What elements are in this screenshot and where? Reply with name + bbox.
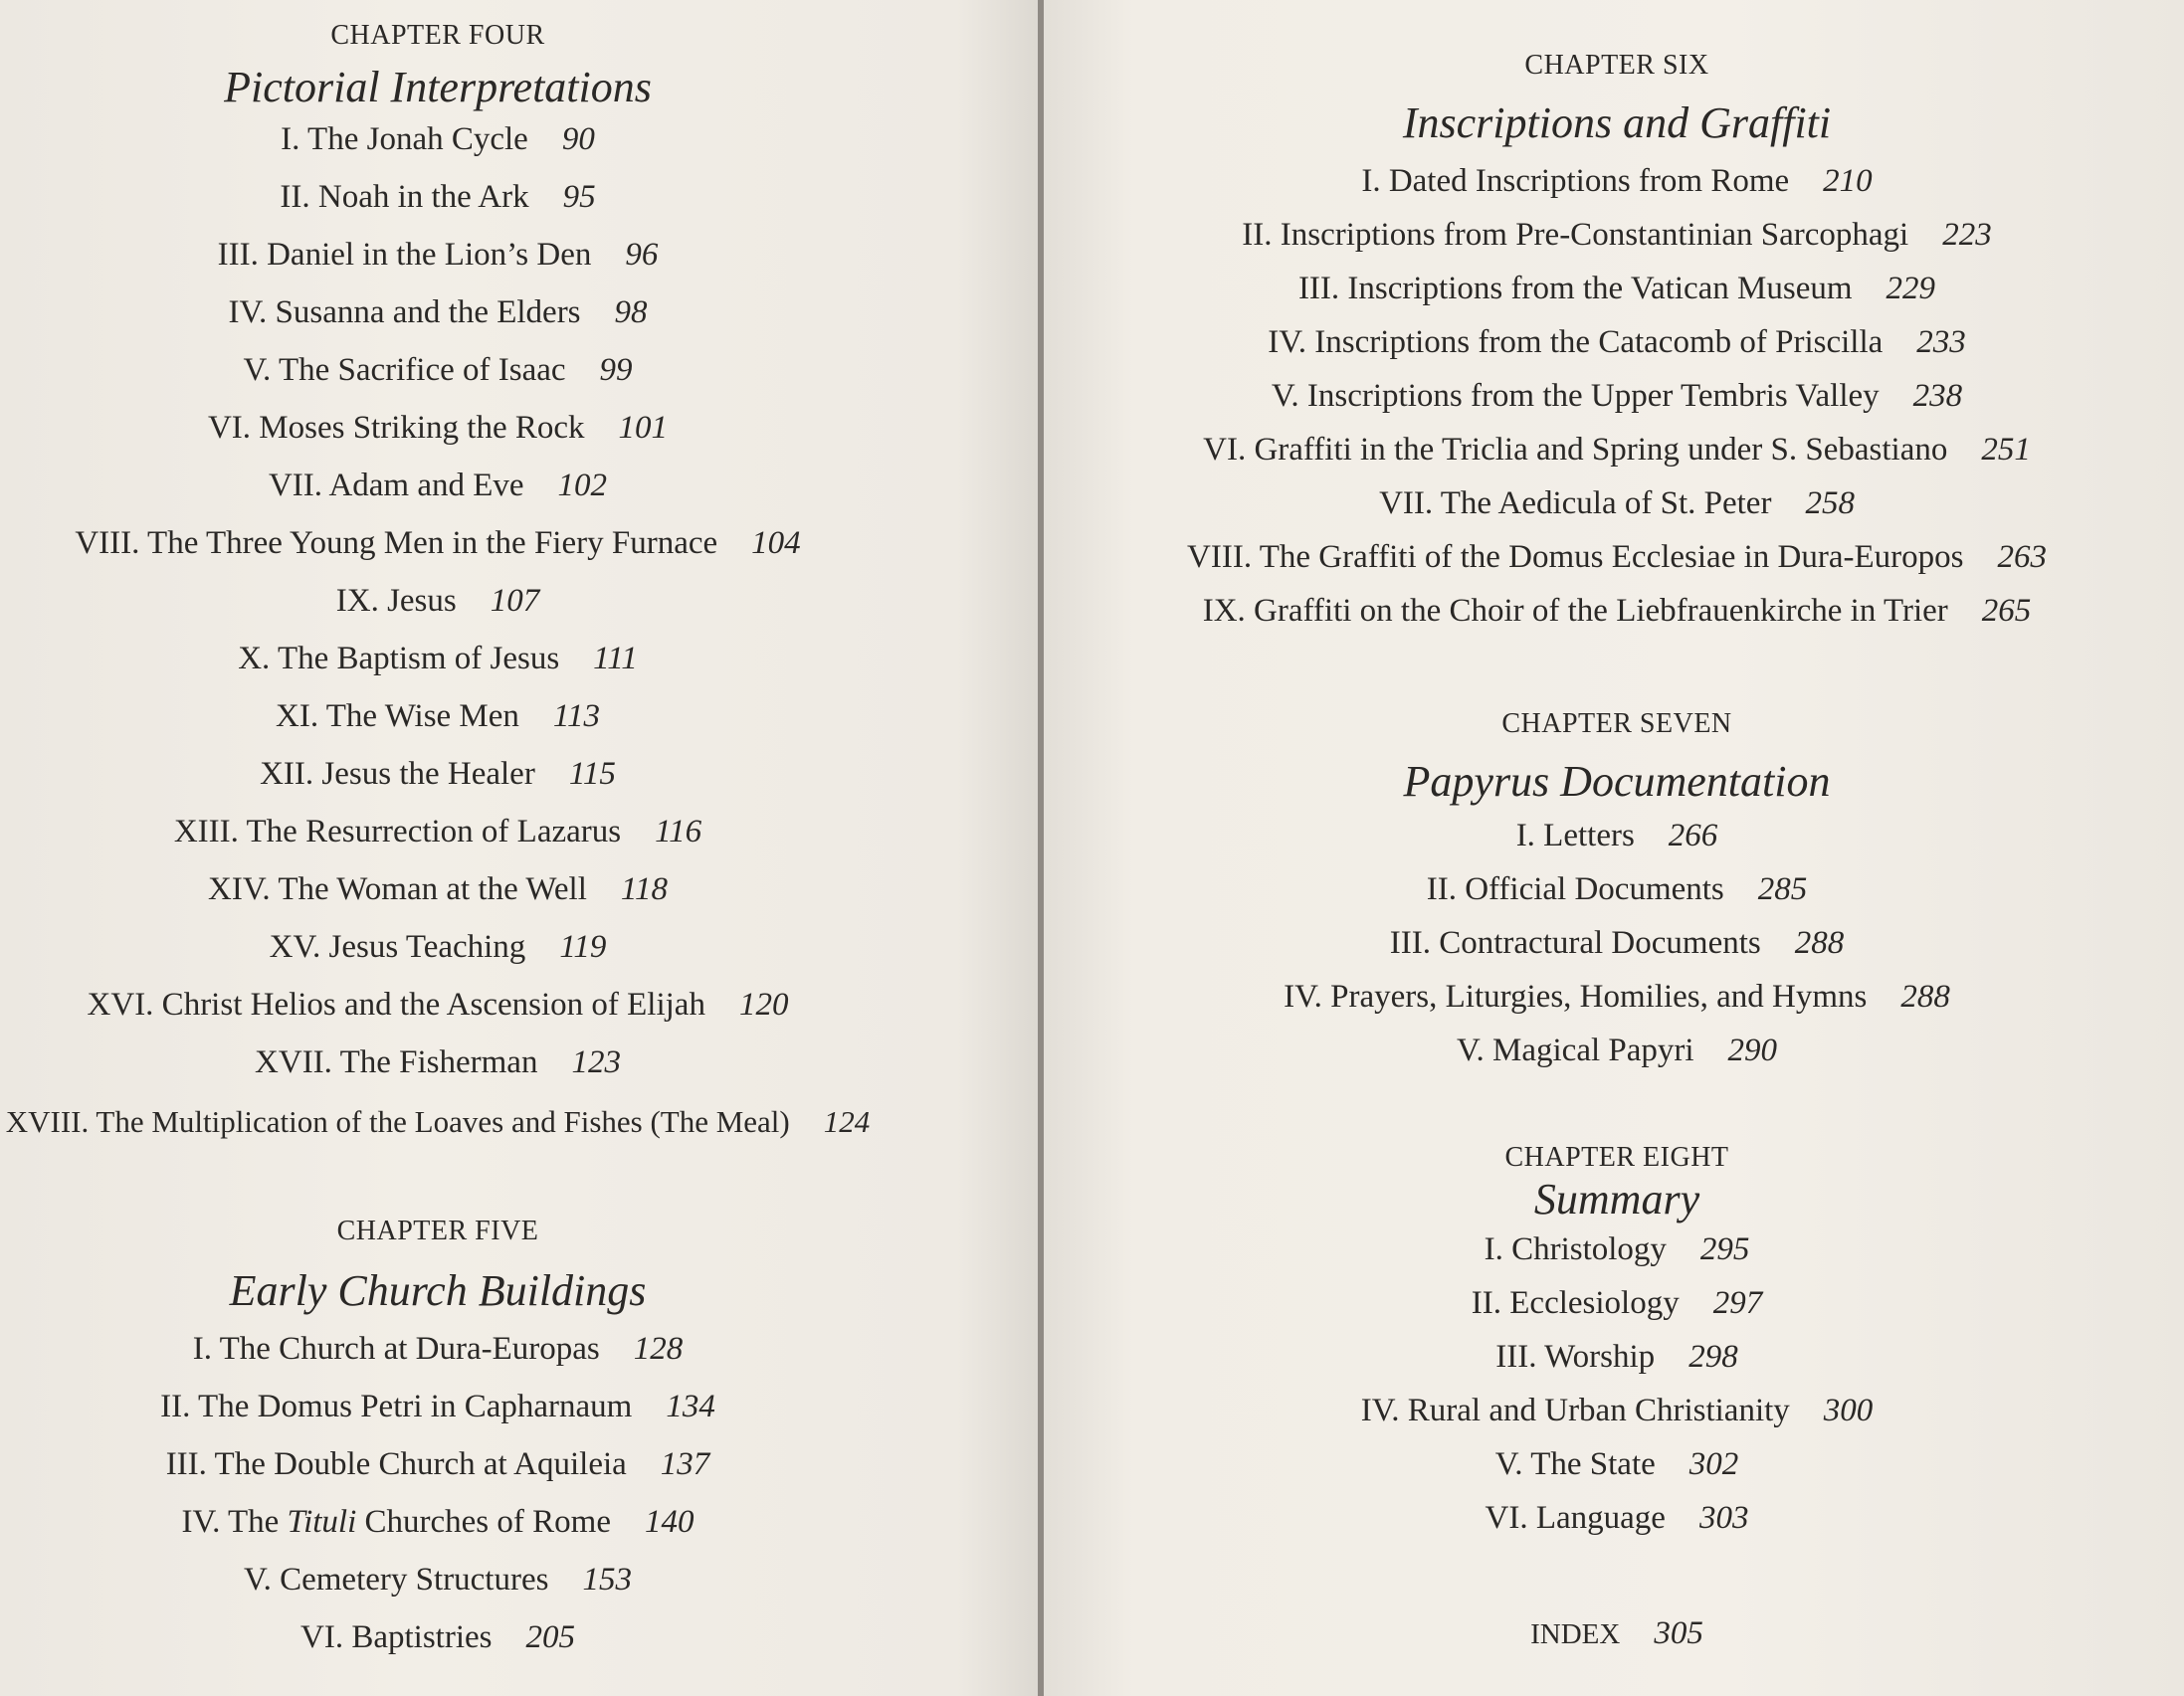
toc-entry bbox=[0, 1104, 876, 1140]
entry-title: XV. Jesus Teaching bbox=[269, 929, 526, 965]
entry-title: X. The Baptism of Jesus bbox=[238, 641, 560, 676]
entry-title: I. The Jonah Cycle bbox=[281, 121, 528, 157]
toc-entry bbox=[0, 121, 876, 158]
entry-page-number: 302 bbox=[1688, 1446, 1739, 1482]
entry-title: VI. Moses Striking the Rock bbox=[207, 410, 585, 446]
entry-title: XIV. The Woman at the Well bbox=[208, 871, 587, 907]
entry-title: XII. Jesus the Healer bbox=[260, 756, 535, 792]
entry-title: II. Ecclesiology bbox=[1471, 1285, 1680, 1321]
entry-title: XVIII. The Multiplication of the Loaves and Fishes (The Meal) bbox=[5, 1104, 790, 1139]
entry-title: II. Official Documents bbox=[1426, 871, 1724, 907]
chapter-eight-title: Summary bbox=[1533, 1175, 1700, 1224]
toc-entry bbox=[0, 756, 876, 793]
entry-title: XIII. The Resurrection of Lazarus bbox=[173, 814, 622, 849]
entry-page-number: 115 bbox=[568, 756, 616, 792]
index-page-number: 305 bbox=[1654, 1615, 1703, 1651]
chapter-five-title: Early Church Buildings bbox=[229, 1266, 647, 1315]
toc-entry bbox=[0, 987, 876, 1024]
toc-entry bbox=[1094, 324, 2139, 361]
entry-title: VI. Graffiti in the Triclia and Spring under S. Sebastiano bbox=[1203, 432, 1948, 468]
toc-entry bbox=[1094, 818, 2139, 854]
entry-title: VII. Adam and Eve bbox=[268, 468, 524, 503]
entry-page-number: 298 bbox=[1688, 1339, 1738, 1375]
toc-entry bbox=[1094, 271, 2139, 307]
entry-page-number: 233 bbox=[1916, 324, 1966, 360]
entry-title: VI. Language bbox=[1485, 1500, 1666, 1536]
entry-page-number: 251 bbox=[1981, 432, 2031, 468]
toc-entry bbox=[0, 525, 876, 562]
toc-entry bbox=[1094, 925, 2139, 962]
toc-entry bbox=[0, 1331, 876, 1368]
entry-title: VI. Baptistries bbox=[300, 1619, 493, 1655]
entry-title: I. Letters bbox=[1515, 818, 1635, 853]
entry-page-number: 107 bbox=[490, 583, 540, 619]
toc-entry bbox=[1094, 163, 2139, 200]
entry-title: III. Inscriptions from the Vatican Museum bbox=[1297, 271, 1853, 306]
entry-page-number: 288 bbox=[1900, 979, 1950, 1015]
toc-entry bbox=[0, 237, 876, 274]
chapter-eight-label: CHAPTER EIGHT bbox=[1504, 1142, 1729, 1173]
entry-title: III. Contractural Documents bbox=[1389, 925, 1761, 961]
toc-entry bbox=[1094, 1033, 2139, 1069]
entry-title: Churches of Rome bbox=[356, 1504, 611, 1540]
entry-title: IV. Rural and Urban Christianity bbox=[1360, 1393, 1790, 1428]
entry-page-number: 140 bbox=[644, 1504, 695, 1540]
toc-entry bbox=[1094, 593, 2139, 630]
chapter-six-title: Inscriptions and Graffiti bbox=[1402, 98, 1832, 147]
toc-entry bbox=[0, 1446, 876, 1483]
entry-page-number: 285 bbox=[1757, 871, 1808, 907]
entry-title: I. The Church at Dura-Europas bbox=[192, 1331, 600, 1367]
entry-title: V. Magical Papyri bbox=[1456, 1033, 1694, 1068]
toc-entry bbox=[0, 352, 876, 389]
toc-entry bbox=[0, 1562, 876, 1599]
entry-title: XVI. Christ Helios and the Ascension of Elijah bbox=[87, 987, 705, 1023]
chapter-six-label: CHAPTER SIX bbox=[1524, 50, 1709, 81]
entry-title: V. The State bbox=[1494, 1446, 1656, 1482]
entry-page-number: 288 bbox=[1794, 925, 1845, 961]
toc-entry bbox=[1094, 871, 2139, 908]
index-label: INDEX bbox=[1530, 1618, 1621, 1650]
toc-entry bbox=[0, 1504, 876, 1541]
toc-entry bbox=[1094, 432, 2139, 469]
entry-page-number: 153 bbox=[582, 1562, 632, 1598]
chapter-seven-label: CHAPTER SEVEN bbox=[1501, 708, 1732, 739]
entry-page-number: 90 bbox=[561, 121, 595, 157]
toc-entry bbox=[1094, 485, 2139, 522]
toc-entry bbox=[0, 583, 876, 620]
toc-entry bbox=[0, 871, 876, 908]
entry-title: IX. Graffiti on the Choir of the Liebfrauenkirche in Trier bbox=[1202, 593, 1948, 629]
entry-page-number: 128 bbox=[633, 1331, 684, 1367]
entry-page-number: 99 bbox=[599, 352, 633, 388]
toc-entry bbox=[1094, 1285, 2139, 1322]
entry-page-number: 104 bbox=[751, 525, 801, 561]
toc-entry bbox=[0, 179, 876, 216]
entry-page-number: 113 bbox=[552, 698, 600, 734]
toc-entry bbox=[0, 641, 876, 677]
entry-page-number: 210 bbox=[1823, 163, 1873, 199]
entry-title: II. Noah in the Ark bbox=[280, 179, 529, 215]
entry-title: IX. Jesus bbox=[335, 583, 457, 619]
entry-title: VII. The Aedicula of St. Peter bbox=[1379, 485, 1772, 521]
chapter-seven-title: Papyrus Documentation bbox=[1403, 757, 1831, 806]
toc-entry bbox=[1094, 1393, 2139, 1429]
entry-page-number: 229 bbox=[1886, 271, 1936, 306]
entry-page-number: 123 bbox=[571, 1044, 621, 1080]
entry-page-number: 120 bbox=[738, 987, 789, 1023]
toc-entry bbox=[1094, 1339, 2139, 1376]
entry-page-number: 297 bbox=[1712, 1285, 1763, 1321]
toc-entry bbox=[0, 468, 876, 504]
entry-title: III. Daniel in the Lion’s Den bbox=[217, 237, 592, 273]
entry-page-number: 95 bbox=[562, 179, 596, 215]
entry-title: I. Christology bbox=[1484, 1231, 1667, 1267]
entry-title: V. The Sacrifice of Isaac bbox=[243, 352, 566, 388]
entry-title-italic: Tituli bbox=[287, 1504, 357, 1540]
entry-page-number: 111 bbox=[593, 641, 638, 676]
toc-entry bbox=[0, 410, 876, 447]
entry-title: II. The Domus Petri in Capharnaum bbox=[160, 1389, 633, 1424]
entry-page-number: 258 bbox=[1805, 485, 1855, 521]
toc-entry bbox=[0, 929, 876, 966]
toc-entry bbox=[1094, 1500, 2139, 1537]
entry-title: IV. Susanna and the Elders bbox=[228, 294, 581, 330]
toc-entry bbox=[1094, 217, 2139, 254]
entry-title: III. The Double Church at Aquileia bbox=[165, 1446, 627, 1482]
entry-page-number: 238 bbox=[1912, 378, 1963, 414]
entry-page-number: 223 bbox=[1942, 217, 1992, 253]
entry-title: IV. The bbox=[181, 1504, 288, 1540]
entry-page-number: 116 bbox=[655, 814, 702, 849]
entry-title: V. Inscriptions from the Upper Tembris Valley bbox=[1271, 378, 1880, 414]
entry-title: I. Dated Inscriptions from Rome bbox=[1361, 163, 1790, 199]
entry-title: VIII. The Three Young Men in the Fiery Furnace bbox=[75, 525, 718, 561]
entry-page-number: 265 bbox=[1981, 593, 2032, 629]
toc-entry bbox=[0, 1619, 876, 1656]
entry-title: VIII. The Graffiti of the Domus Ecclesiae in Dura-Europos bbox=[1187, 539, 1964, 575]
toc-entry bbox=[0, 814, 876, 850]
book-gutter bbox=[1038, 0, 1044, 1696]
entry-title: XVII. The Fisherman bbox=[255, 1044, 538, 1080]
entry-title: III. Worship bbox=[1495, 1339, 1656, 1375]
entry-page-number: 102 bbox=[557, 468, 608, 503]
entry-page-number: 266 bbox=[1668, 818, 1718, 853]
entry-page-number: 134 bbox=[666, 1389, 715, 1424]
entry-title: IV. Prayers, Liturgies, Homilies, and Hymns bbox=[1284, 979, 1868, 1015]
index-entry bbox=[1094, 1615, 2139, 1652]
entry-page-number: 290 bbox=[1727, 1033, 1778, 1068]
entry-page-number: 137 bbox=[660, 1446, 710, 1482]
chapter-four-title: Pictorial Interpretations bbox=[224, 63, 652, 111]
entry-page-number: 124 bbox=[823, 1104, 871, 1139]
toc-entry bbox=[1094, 1446, 2139, 1483]
chapter-four-label: CHAPTER FOUR bbox=[330, 20, 545, 51]
toc-entry bbox=[1094, 539, 2139, 576]
entry-page-number: 263 bbox=[1997, 539, 2047, 575]
toc-entry bbox=[1094, 1231, 2139, 1268]
entry-page-number: 96 bbox=[625, 237, 659, 273]
entry-title: V. Cemetery Structures bbox=[244, 1562, 549, 1598]
entry-title: II. Inscriptions from Pre-Constantinian Sarcophagi bbox=[1242, 217, 1909, 253]
toc-entry bbox=[0, 1044, 876, 1081]
entry-title: IV. Inscriptions from the Catacomb of Priscilla bbox=[1268, 324, 1884, 360]
chapter-five-label: CHAPTER FIVE bbox=[336, 1216, 539, 1246]
entry-page-number: 101 bbox=[618, 410, 669, 446]
entry-page-number: 205 bbox=[525, 1619, 575, 1655]
entry-page-number: 303 bbox=[1698, 1500, 1749, 1536]
toc-entry bbox=[1094, 378, 2139, 415]
toc-entry bbox=[0, 294, 876, 331]
toc-entry bbox=[0, 1389, 876, 1425]
entry-title: XI. The Wise Men bbox=[276, 698, 519, 734]
toc-entry bbox=[0, 698, 876, 735]
entry-page-number: 119 bbox=[559, 929, 607, 965]
entry-page-number: 118 bbox=[620, 871, 668, 907]
entry-page-number: 300 bbox=[1823, 1393, 1874, 1428]
toc-entry bbox=[1094, 979, 2139, 1016]
entry-page-number: 98 bbox=[614, 294, 648, 330]
entry-page-number: 295 bbox=[1699, 1231, 1750, 1267]
